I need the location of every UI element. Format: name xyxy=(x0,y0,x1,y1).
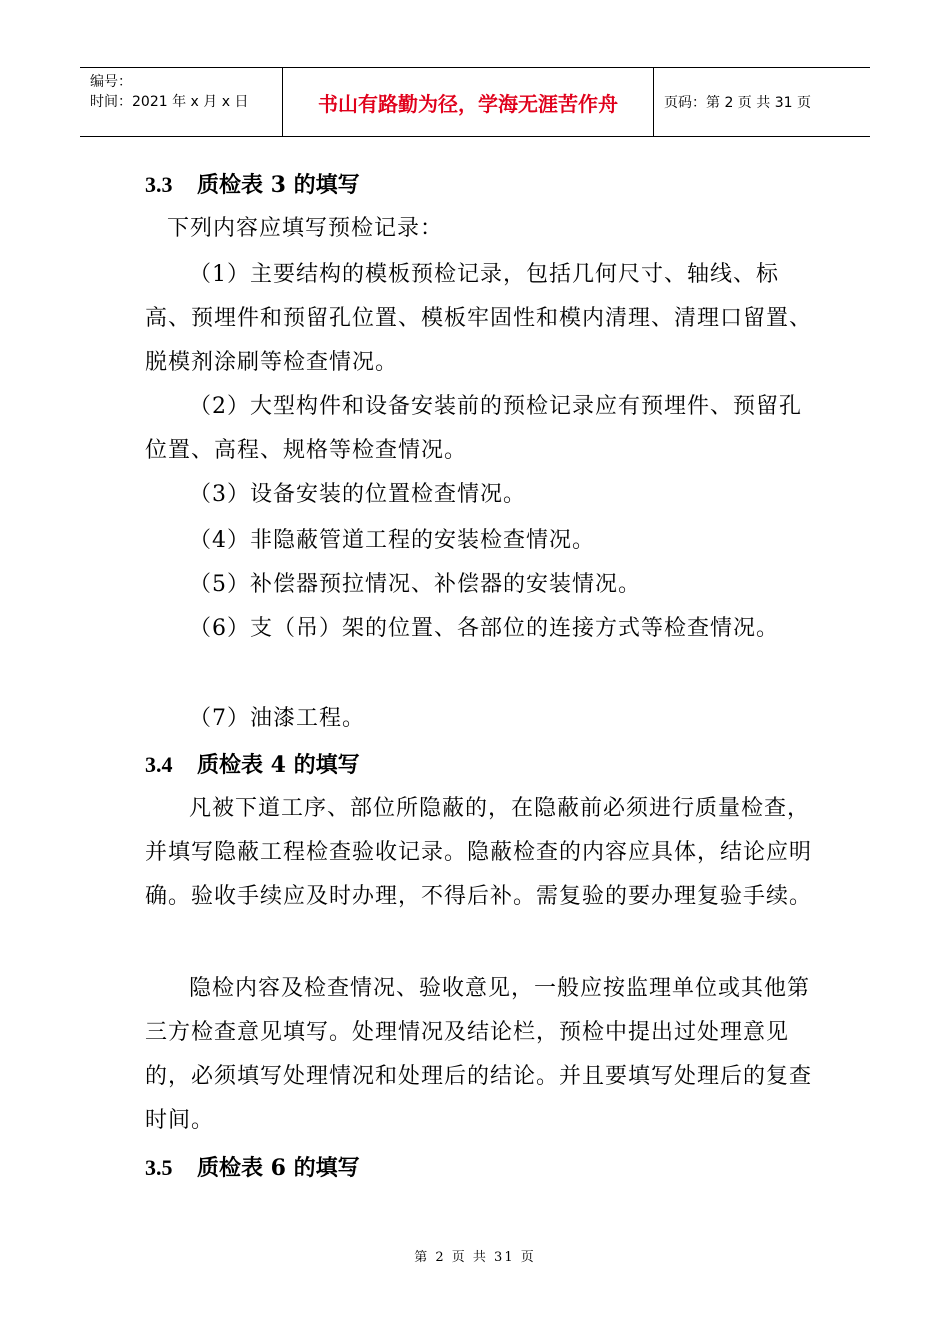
paragraph: 下列内容应填写预检记录： xyxy=(167,216,444,241)
section-number: 3.4 xyxy=(145,752,173,777)
section-title: 质检表 4 的填写 xyxy=(197,752,360,778)
paragraph: （2）大型构件和设备安装前的预检记录应有预埋件、预留孔位置、高程、规格等检查情况。 xyxy=(145,394,802,463)
header-motto: 书山有路勤为径，学海无涯苦作舟 xyxy=(282,68,654,136)
section-number: 3.3 xyxy=(145,172,173,197)
section-heading-3-5 xyxy=(145,1153,360,1183)
paragraph: （6）支（吊）架的位置、各部位的连接方式等检查情况。 xyxy=(189,616,779,641)
paragraph: 隐检内容及检查情况、验收意见，一般应按监理单位或其他第三方检查意见填写。处理情况及结论栏，预检中提出过处理意见的，必须填写处理情况和处理后的结论。并且要填写处理后的复查时间。 xyxy=(145,976,813,1133)
doc-number-label: 编号： xyxy=(90,74,132,90)
section-heading-3-4 xyxy=(145,750,360,780)
paragraph: （3）设备安装的位置检查情况。 xyxy=(189,482,526,507)
header-meta xyxy=(80,68,282,136)
section-title: 质检表 3 的填写 xyxy=(197,172,360,198)
section-heading-3-3 xyxy=(145,170,360,200)
section-number: 3.5 xyxy=(145,1155,173,1180)
paragraph: 凡被下道工序、部位所隐蔽的，在隐蔽前必须进行质量检查，并填写隐蔽工程检查验收记录。隐蔽检查的内容应具体，结论应明确。验收手续应及时办理，不得后补。需复验的要办理复验手续。 xyxy=(145,796,813,909)
paragraph: （1）主要结构的模板预检记录，包括几何尺寸、轴线、标高、预埋件和预留孔位置、模板牢固性和模内清理、清理口留置、脱模剂涂刷等检查情况。 xyxy=(145,262,813,375)
header-page-number: 页码：第 2 页 共 31 页 xyxy=(664,95,811,111)
section-title: 质检表 6 的填写 xyxy=(197,1155,360,1181)
paragraph: （4）非隐蔽管道工程的安装检查情况。 xyxy=(189,528,595,553)
page-footer: 第 2 页 共 31 页 xyxy=(414,1250,536,1265)
paragraph: （5）补偿器预拉情况、补偿器的安装情况。 xyxy=(189,572,641,597)
paragraph: （7）油漆工程。 xyxy=(189,706,365,731)
page-header xyxy=(80,67,870,137)
doc-time-label: 时间：2021 年 x 月 x 日 xyxy=(90,94,249,110)
